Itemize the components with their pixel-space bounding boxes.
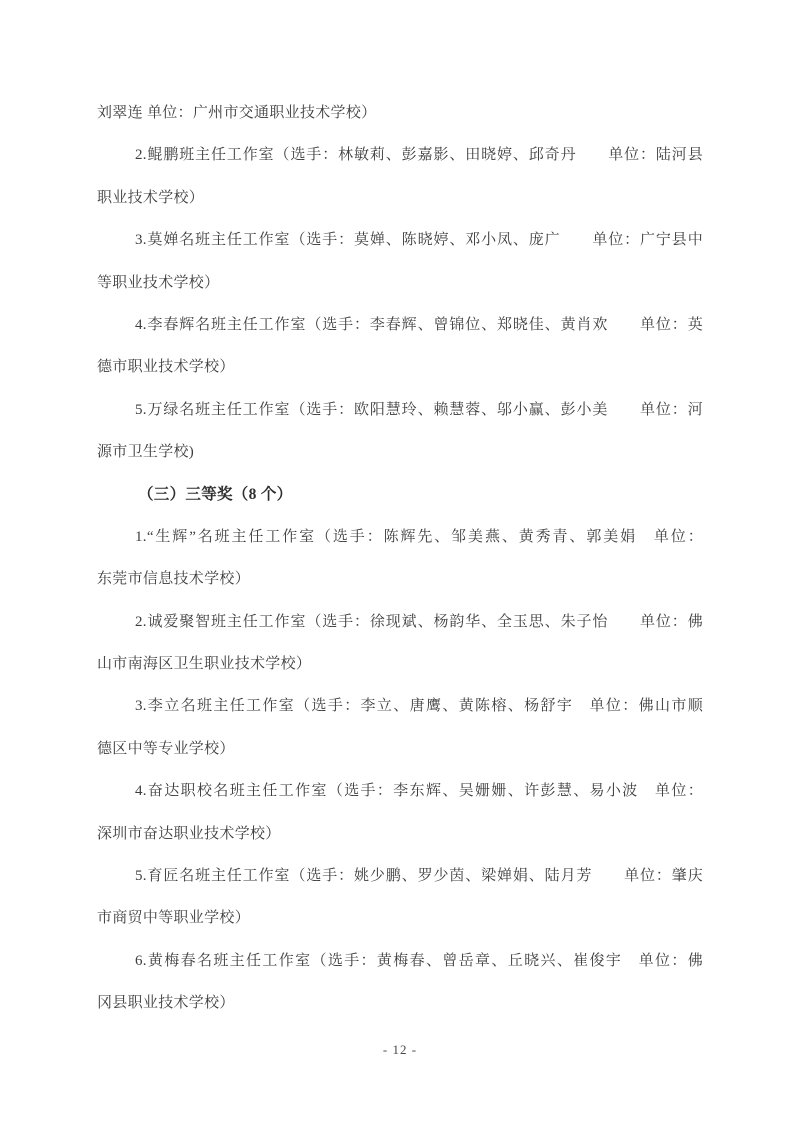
doc-line: 职业技术学校） xyxy=(97,189,205,206)
doc-line: 3.李立名班主任工作室（选手：李立、唐鹰、黄陈榕、杨舒宇 单位：佛山市顺 xyxy=(135,698,703,715)
doc-line: 刘翠连 单位：广州市交通职业技术学校） xyxy=(97,105,377,121)
doc-line: 3.莫婵名班主任工作室（选手：莫婵、陈晓婷、邓小凤、庞广 单位：广宁县中 xyxy=(135,232,703,249)
doc-line: 冈县职业技术学校） xyxy=(97,995,235,1012)
doc-line: 5.育匠名班主任工作室（选手：姚少鹏、罗少茵、梁婵娟、陆月芳 单位：肇庆 xyxy=(135,868,703,885)
doc-line: 深圳市奋达职业技术学校） xyxy=(97,825,281,842)
doc-line: 山市南海区卫生职业技术学校） xyxy=(97,656,312,673)
doc-line: 5.万绿名班主任工作室（选手：欧阳慧玲、赖慧蓉、邬小赢、彭小美 单位：河 xyxy=(135,401,703,418)
doc-line: 东莞市信息技术学校） xyxy=(97,571,251,588)
doc-line: 等职业技术学校） xyxy=(97,274,220,291)
doc-line: 4.奋达职校名班主任工作室（选手：李东辉、吴姗姗、许彭慧、易小波 单位： xyxy=(135,783,703,800)
doc-line: 2.诚爱聚智班主任工作室（选手：徐现斌、杨韵华、全玉思、朱子怡 单位：佛 xyxy=(135,613,703,630)
doc-line: 德市职业技术学校） xyxy=(97,359,235,376)
doc-line: 2.鲲鹏班主任工作室（选手：林敏莉、彭嘉影、田晓婷、邱奇丹 单位：陆河县 xyxy=(135,147,703,164)
page-number: - 12 - xyxy=(382,1042,418,1057)
doc-line: 4.李春辉名班主任工作室（选手：李春辉、曾锦位、郑晓佳、黄肖欢 单位：英 xyxy=(135,316,703,333)
document-body xyxy=(97,92,703,1025)
section-heading: （三）三等奖（8 个） xyxy=(138,485,293,503)
doc-line: 源市卫生学校) xyxy=(97,444,195,461)
doc-line: 6.黄梅春名班主任工作室（选手：黄梅春、曾岳章、丘晓兴、崔俊宇 单位：佛 xyxy=(135,952,703,969)
doc-line: 1.“生辉”名班主任工作室（选手：陈辉先、邹美燕、黄秀青、郭美娟 单位： xyxy=(135,528,703,545)
doc-line: 德区中等专业学校） xyxy=(97,740,235,757)
doc-line: 市商贸中等职业学校） xyxy=(97,910,251,927)
